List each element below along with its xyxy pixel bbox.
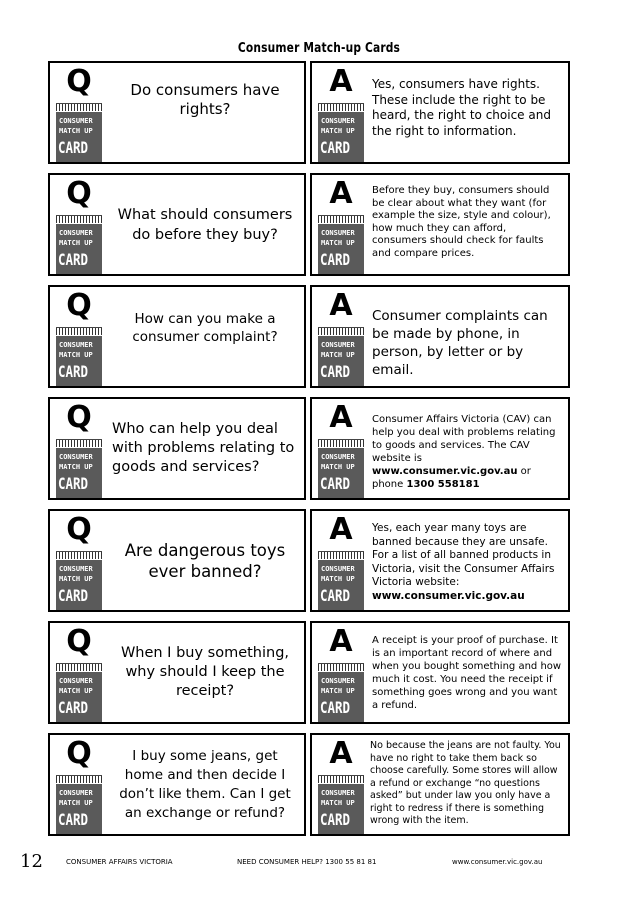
badge-line3: CARD [58, 698, 89, 717]
badge-line3: CARD [58, 810, 89, 829]
question-card [48, 173, 306, 276]
badge-line1: CONSUMER [59, 117, 93, 125]
badge-panel [56, 560, 102, 610]
badge-line1: CONSUMER [321, 565, 355, 573]
question-text: When I buy something, why should I keep the receipt? [120, 645, 290, 699]
badge-line3: CARD [58, 586, 89, 605]
barcode-strip [318, 551, 364, 559]
badge-line3: CARD [320, 250, 351, 269]
badge-line1: CONSUMER [59, 565, 93, 573]
barcode-strip [318, 215, 364, 223]
answer-text [368, 399, 568, 498]
barcode-strip [56, 215, 102, 223]
answer-badge [318, 288, 368, 382]
q-letter: Q [66, 736, 92, 771]
answer-card [310, 621, 570, 724]
answer-card [310, 397, 570, 500]
answer-badge [318, 400, 368, 494]
badge-line2: MATCH UP [59, 799, 93, 807]
badge-line2: MATCH UP [321, 239, 355, 247]
badge-line2: MATCH UP [321, 463, 355, 471]
badge-line1: CONSUMER [321, 677, 355, 685]
badge-line2: MATCH UP [321, 127, 355, 135]
badge-panel [318, 672, 364, 722]
badge-panel [318, 112, 364, 162]
barcode-strip [56, 439, 102, 447]
answer-badge [318, 624, 368, 718]
question-text: Are dangerous toys ever banned? [124, 540, 286, 581]
answer-card [310, 285, 570, 388]
badge-line1: CONSUMER [321, 117, 355, 125]
page-title: Consumer Match-up Cards [237, 41, 401, 56]
barcode-strip [318, 439, 364, 447]
question-text: I buy some jeans, get home and then decide I don’t like them. Can I get an exchange or refund? [119, 747, 291, 821]
answer-badge [318, 64, 368, 158]
card-row [48, 61, 570, 164]
badge-line3: CARD [320, 698, 351, 717]
badge-line3: CARD [320, 474, 351, 493]
badge-line3: CARD [58, 474, 89, 493]
a-letter: A [329, 288, 353, 323]
badge-panel [318, 448, 364, 498]
badge-line3: CARD [320, 138, 351, 157]
footer-website: www.consumer.vic.gov.au [452, 858, 543, 866]
badge-line2: MATCH UP [59, 351, 93, 359]
a-letter: A [329, 400, 353, 435]
card-row [48, 733, 570, 836]
answer-text [368, 511, 568, 610]
badge-line2: MATCH UP [59, 239, 93, 247]
q-letter: Q [66, 176, 92, 211]
a-letter: A [329, 624, 353, 659]
badge-line3: CARD [320, 586, 351, 605]
a-letter: A [329, 176, 353, 211]
cav-website-link: www.consumer.vic.gov.au [372, 589, 525, 602]
card-row [48, 285, 570, 388]
question-text: Who can help you deal with problems relating to goods and services? [112, 421, 295, 475]
question-text: Do consumers have rights? [130, 81, 280, 118]
badge-line1: CONSUMER [59, 677, 93, 685]
barcode-strip [56, 327, 102, 335]
a-letter: A [329, 736, 353, 771]
q-letter: Q [66, 400, 92, 435]
badge-line3: CARD [58, 362, 89, 381]
card-grid [48, 61, 570, 845]
badge-line1: CONSUMER [59, 453, 93, 461]
card-row [48, 173, 570, 276]
question-badge [56, 176, 106, 270]
a-letter: A [329, 512, 353, 547]
card-row [48, 509, 570, 612]
badge-panel [56, 336, 102, 386]
question-card [48, 733, 306, 836]
answer-badge [318, 736, 368, 830]
badge-panel [56, 448, 102, 498]
answer-text: No because the jeans are not faulty. You have no right to take them back so choose carefully. Some stores will allow a refund or exchange “no questions asked” but under law you only have a right to redress if there is something wrong with the item. [370, 740, 561, 826]
badge-line2: MATCH UP [321, 687, 355, 695]
q-letter: Q [66, 64, 92, 99]
question-card [48, 621, 306, 724]
badge-panel [318, 784, 364, 834]
q-letter: Q [66, 512, 92, 547]
badge-panel [318, 560, 364, 610]
badge-line2: MATCH UP [321, 799, 355, 807]
q-letter: Q [66, 624, 92, 659]
badge-panel [56, 672, 102, 722]
badge-panel [56, 112, 102, 162]
badge-line2: MATCH UP [59, 463, 93, 471]
barcode-strip [56, 663, 102, 671]
barcode-strip [318, 663, 364, 671]
badge-panel [56, 784, 102, 834]
barcode-strip [318, 103, 364, 111]
badge-line2: MATCH UP [59, 127, 93, 135]
answer-text: A receipt is your proof of purchase. It is an important record of where and when you bought something and how much it cost. You need the receipt if something goes wrong and you want a refund. [372, 635, 562, 711]
badge-line2: MATCH UP [59, 575, 93, 583]
answer-text: Consumer complaints can be made by phone, in person, by letter or by email. [372, 308, 548, 378]
answer-text-body: Consumer Affairs Victoria (CAV) can help you deal with problems relating to goods and services. The CAV website is [372, 414, 556, 464]
answer-card [310, 173, 570, 276]
question-badge [56, 400, 106, 494]
cav-phone-number: 1300 558181 [406, 479, 480, 490]
question-card [48, 61, 306, 164]
footer-help-line: NEED CONSUMER HELP? 1300 55 81 81 [237, 858, 377, 866]
q-letter: Q [66, 288, 92, 323]
answer-text-join: or phone [372, 466, 531, 490]
badge-line3: CARD [320, 362, 351, 381]
answer-badge [318, 512, 368, 606]
cav-website-link: www.consumer.vic.gov.au [372, 466, 518, 477]
barcode-strip [56, 775, 102, 783]
card-row [48, 397, 570, 500]
answer-card [310, 733, 570, 836]
badge-line1: CONSUMER [59, 341, 93, 349]
barcode-strip [56, 551, 102, 559]
question-badge [56, 288, 106, 382]
answer-text: Before they buy, consumers should be clear about what they want (for example the size, style and colour), how much they can afford, consumers should check for faults and compare prices. [372, 185, 551, 259]
barcode-strip [56, 103, 102, 111]
badge-panel [318, 336, 364, 386]
badge-line2: MATCH UP [321, 575, 355, 583]
question-badge [56, 512, 106, 606]
card-row [48, 621, 570, 724]
question-badge [56, 736, 106, 830]
footer-org: CONSUMER AFFAIRS VICTORIA [66, 858, 173, 866]
badge-line1: CONSUMER [321, 229, 355, 237]
badge-line1: CONSUMER [59, 229, 93, 237]
badge-line3: CARD [58, 250, 89, 269]
badge-line1: CONSUMER [59, 789, 93, 797]
answer-text: Yes, consumers have rights. These include the right to be heard, the right to choice and the right to information. [372, 77, 551, 138]
barcode-strip [318, 327, 364, 335]
question-card [48, 285, 306, 388]
barcode-strip [318, 775, 364, 783]
badge-line3: CARD [320, 810, 351, 829]
question-badge [56, 64, 106, 158]
page-footer [0, 851, 638, 875]
badge-line3: CARD [58, 138, 89, 157]
answer-card [310, 61, 570, 164]
page-number: 12 [20, 851, 43, 872]
question-text: How can you make a consumer complaint? [132, 311, 278, 345]
badge-line1: CONSUMER [321, 789, 355, 797]
badge-panel [318, 224, 364, 274]
question-card [48, 397, 306, 500]
question-text: What should consumers do before they buy? [117, 206, 293, 243]
a-letter: A [329, 64, 353, 99]
answer-badge [318, 176, 368, 270]
answer-text-body: Yes, each year many toys are banned because they are unsafe. For a list of all banned products in Victoria, visit the Consumer Affairs Victoria website: [372, 522, 555, 588]
badge-panel [56, 224, 102, 274]
question-badge [56, 624, 106, 718]
badge-line2: MATCH UP [59, 687, 93, 695]
badge-line2: MATCH UP [321, 351, 355, 359]
answer-card [310, 509, 570, 612]
badge-line1: CONSUMER [321, 341, 355, 349]
question-card [48, 509, 306, 612]
badge-line1: CONSUMER [321, 453, 355, 461]
